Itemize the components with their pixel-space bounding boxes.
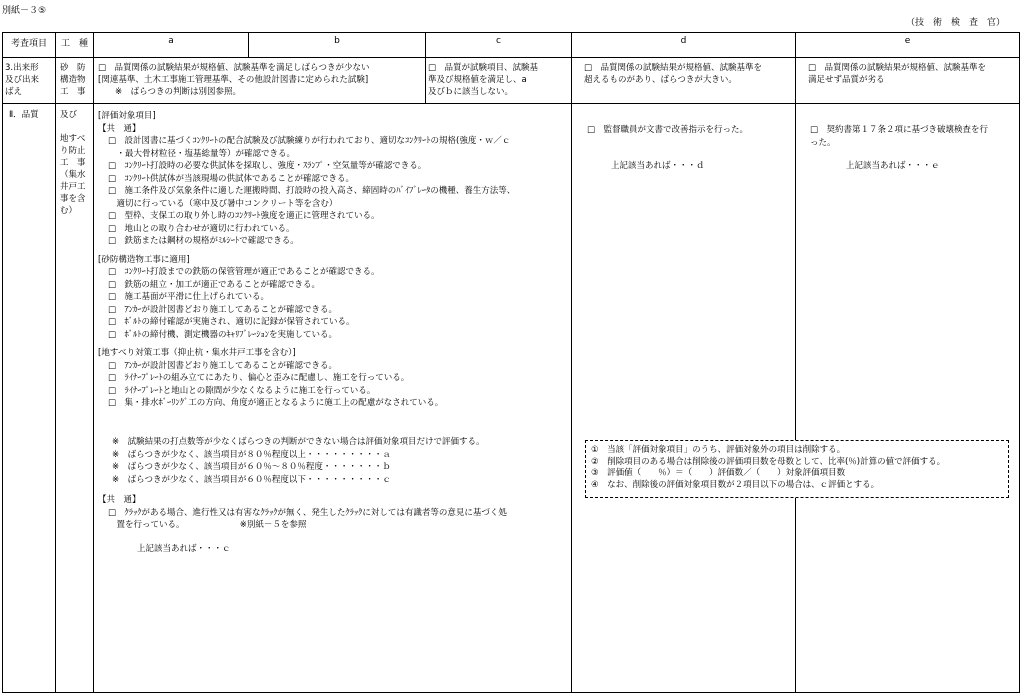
header-item: 考査項目 [10,39,47,49]
note-item: ③ 評価値（ ％）＝（ ）評価数／（ ）対象評価項目数 [591,468,846,478]
common-item: ・最大骨材粒径・塩基総量等）が確認できる。 [108,148,296,159]
common-item: 適切に行っている（寒中及び暑中コンクリート等を含む） [108,198,338,209]
common-title: 【共 通】 [98,123,141,134]
row1-e-criteria: □ 品質関係の試験結果が規格値、試験基準を 満足せず品質が劣る [808,63,987,85]
d-criteria: □ 監督職員が文書で改善指示を行った。 [587,125,749,135]
row1-c-criteria: □ 品質が試験項目、試験基 準及び規格値を満足し、a 及びｂに該当しない。 [428,63,539,97]
row2-work: 及び 地すべ り防止 工 事 （集水 井戸工 事を含 む） [60,110,86,216]
d-conclusion: 上記該当あれば・・・ｄ [611,161,705,171]
evaluation-items [98,110,515,410]
c-conclusion: 上記該当あれば・・・ｃ [137,544,231,554]
header-e: e [904,36,911,46]
row2-item: Ⅱ．品質 [9,110,39,120]
row1-work: 砂 防 構造物 工 事 [60,63,86,97]
row1-d-criteria: □ 品質関係の試験結果が規格値、試験基準を 超えるものがあり、ばらつきが大きい。 [584,63,763,85]
jisuberi-item: □ ﾗｲﾅｰﾌﾟﾚｰﾄと地山との隙間が少なくなるように施工を行っている。 [108,385,376,396]
sabo-item: □ ﾎﾞﾙﾄの締付機、測定機器のｷｬﾘﾌﾞﾚｰｼｮﾝを実施している。 [108,329,338,340]
sabo-item: □ 鉄筋の組立・加工が適正であることが確認できる。 [108,279,321,290]
crack-section: 【共 通】 □ ｸﾗｯｸがある場合、進行性又は有害なｸﾗｯｸが無く、発生したｸﾗｯｸに対しては有識者等の意見に基づく処 置を行っている。 ※別紙－５を参照 [98,495,507,530]
e-criteria: □ 契約書第１７条２項に基づき破壊検査を行 った。 [810,125,989,148]
note-item: ④ なお、削除後の評価対象項目数が２項目以下の場合は、ｃ評価とする。 [591,479,880,490]
jisuberi-item: □ ﾗｲﾅｰﾌﾟﾚｰﾄの組み立てにあたり、偏心と歪みに配慮し、施工を行っている。 [108,373,410,383]
e-conclusion: 上記該当あれば・・・ｅ [846,161,940,171]
officer-label: （技 術 検 査 官） [906,18,1006,28]
form-id: 別紙－３⑤ [2,6,47,16]
header-c: c [496,36,501,46]
header-d: d [680,36,687,46]
sabo-title: [砂防構造物工事に適用] [98,254,190,265]
sabo-item: □ ｺﾝｸﾘｰﾄ打設までの鉄筋の保管管理が適正であることが確認できる。 [108,267,380,277]
common-item: □ 設計図書に基づくｺﾝｸﾘｰﾄの配合試験及び試験練りが行われており、適切なｺﾝｸﾘｰﾄの規格(強度・ｗ／ｃ [108,136,511,146]
common-item: □ ｺﾝｸﾘｰﾄ打設時の必要な供試体を採取し、強度・ｽﾗﾝﾌﾟ・空気量等が確認できる。 [108,161,427,171]
eval-title: [評価対象項目] [98,111,156,121]
note-item: ② 削除項目のある場合は削除後の評価項目数を母数として、比率(％)計算の値で評価する。 [591,456,946,467]
common-item: □ 施工条件及び気象条件に適した運搬時間、打設時の投入高さ、締固時のﾊﾞｲﾌﾞﾚｰﾀの機種、養生方法等、 [108,186,516,196]
sabo-item: □ 施工基面が平滑に仕上げられている。 [108,292,270,302]
sabo-item: □ ﾎﾞﾙﾄの締付確認が実施され、適切に記録が保管されている。 [108,317,355,327]
notes [591,445,945,491]
common-item: □ ｺﾝｸﾘｰﾄ供試体が当該現場の供試体であることが確認できる。 [108,173,355,184]
header-work: 工 種 [60,39,88,49]
note-item: ① 当該「評価対象項目」のうち、評価対象外の項目は削除する。 [591,445,846,455]
jisuberi-item: □ 集・排水ﾎﾞｰﾘﾝｸﾞ工の方向、角度が適正となるように施工上の配慮がなされている。 [108,398,444,408]
judgement-criteria: ※ 試験結果の打点数等が少なくばらつきの判断ができない場合は評価対象項目だけで評価する。 ※ ばらつきが少なく、該当項目が８０％程度以上・・・・・・・・・ａ ※ ばらつきが少なく、該当項目が６０％～８０％程度・・・・・・・ｂ ※ ばらつきが少なく、該当項目が６０％程度以下・・・・・・・・・ｃ [112,437,485,485]
header-b: b [334,36,340,46]
common-item: □ 地山との取り合わせが適切に行われている。 [108,223,295,234]
jisuberi-title: [地すべり対策工事（抑止杭・集水井戸工事を含む）] [98,348,296,358]
sabo-item: □ ｱﾝｶｰが設計図書どおり施工してあることが確認できる。 [108,304,338,315]
common-item: □ 型枠、支保工の取り外し時のｺﾝｸﾘｰﾄ強度を適正に管理されている。 [108,211,380,221]
header-a: a [168,36,174,46]
row1-item: 3.出来形 及び出来 ばえ [5,63,40,97]
row1-ab-criteria: □ 品質関係の試験結果が規格値、試験基準を満足しばらつきが少ない [関連基準、土木工事施工管理基準、その他設計図書に定められた試験] ※ ばらつきの判断は別図参照。 [98,63,370,97]
jisuberi-item: □ ｱﾝｶｰが設計図書どおり施工してあることが確認できる。 [108,360,338,371]
common-item: □ 鉄筋または鋼材の規格がﾐﾙｼｰﾄで確認できる。 [108,236,299,246]
